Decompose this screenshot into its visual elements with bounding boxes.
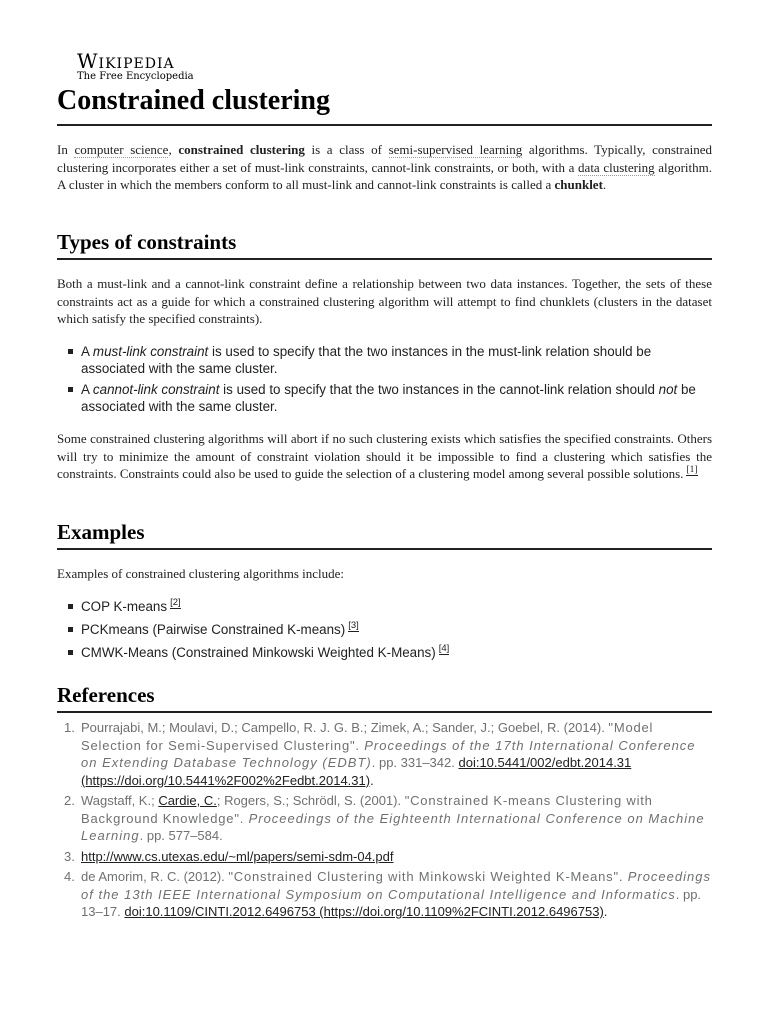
list-item: COP K-means [2] bbox=[57, 598, 712, 615]
wikipedia-logo[interactable] bbox=[77, 50, 194, 83]
list-item: A cannot-link constraint is used to specify that the two instances in the cannot-link relation should not be associated with the same cluster. bbox=[57, 381, 712, 415]
bullet-icon bbox=[68, 627, 73, 632]
list-item: A must-link constraint is used to specify that the two instances in the must-link relation should be associated with the same cluster. bbox=[57, 343, 712, 377]
section-heading-examples: Examples bbox=[57, 520, 712, 550]
link-computer-science[interactable]: computer science bbox=[74, 142, 169, 157]
bullet-icon bbox=[68, 387, 73, 392]
types-paragraph-1: Both a must-link and a cannot-link constraint define a relationship between two data instances. Together, the sets of these constraints act as a guide for which a constrained clustering algorithm will attempt to find chunklets (clusters in the dataset which satisfy the specified constraints). bbox=[57, 276, 712, 326]
term-cannot-link: cannot-link constraint bbox=[92, 382, 220, 397]
examples-intro: Examples of constrained clustering algorithms include: bbox=[57, 566, 345, 581]
logo-tagline: The Free Encyclopedia bbox=[77, 71, 194, 82]
citation-4[interactable]: [4] bbox=[438, 643, 450, 654]
link-semi-supervised-learning[interactable]: semi-supervised learning bbox=[388, 142, 523, 157]
constraint-list bbox=[57, 343, 712, 419]
pdf-url-link[interactable]: http://www.cs.utexas.edu/~ml/papers/semi-sdm-04.pdf bbox=[81, 848, 394, 864]
reference-item-2: 2. Wagstaff, K.; Cardie, C.; Rogers, S.; Schrödl, S. (2001). "Constrained K-means Clustering with Background Knowledge". Proceedings of the Eighteenth International Conference on Machine Learning. pp. 577–584. bbox=[64, 793, 705, 843]
bullet-icon bbox=[68, 650, 73, 655]
term-constrained-clustering: constrained clustering bbox=[178, 142, 305, 157]
citation-3[interactable]: [3] bbox=[348, 620, 359, 631]
types-paragraph-2: Some constrained clustering algorithms will abort if no such clustering exists which satisfies the specified constraints. Others will try to minimize the amount of constraint violation should it be impossible to find a clustering which satisfies the constraints. Constraints could also be used to guide the selection of a clustering model among several possible solutions. [1] bbox=[57, 431, 712, 481]
reference-item-1: 1. Pourrajabi, M.; Moulavi, D.; Campello, R. J. G. B.; Zimek, A.; Sander, J.; Goebel, R. (2014). "Model Selection for Semi-Supervised Clustering". Proceedings of the 17th International Conference on Extending Database Technology (EDBT). pp. 331–342. doi:10.5441/002/edbt.2014.31 (https://doi.org/10.5441%2F002%2Fedbt.2014.31). bbox=[64, 720, 696, 788]
references-list bbox=[57, 719, 712, 924]
doi-link[interactable]: doi bbox=[458, 755, 476, 770]
bullet-icon bbox=[68, 604, 73, 609]
doi-url-link[interactable]: :10.5441/002/edbt.2014.31 (https://doi.org/10.5441%2F002%2Fedbt.2014.31) bbox=[81, 755, 632, 788]
reference-item-4: 4. de Amorim, R. C. (2012). "Constrained Clustering with Minkowski Weighted K-Means". Proceedings of the 13th IEEE International Symposium on Computational Intelligence and Informatics. pp. 13–17. doi:10.1109/CINTI.2012.6496753 (https://doi.org/10.1109%2FCINTI.2012.6496753). bbox=[64, 869, 711, 919]
page-title: Constrained clustering bbox=[57, 84, 712, 126]
reference-item-3: 3. http://www.cs.utexas.edu/~ml/papers/semi-sdm-04.pdf bbox=[64, 848, 394, 864]
list-item: PCKmeans (Pairwise Constrained K-means) [3] bbox=[57, 621, 712, 638]
section-heading-references: References bbox=[57, 683, 712, 713]
logo-wordmark: Wikipedia bbox=[77, 49, 175, 73]
examples-list bbox=[57, 598, 712, 665]
doi-link[interactable]: doi bbox=[124, 904, 142, 919]
bullet-icon bbox=[68, 349, 73, 354]
section-heading-types: Types of constraints bbox=[57, 230, 712, 260]
term-must-link: must-link constraint bbox=[92, 344, 209, 359]
doi-url-link[interactable]: :10.1109/CINTI.2012.6496753 (https://doi.org/10.1109%2FCINTI.2012.6496753) bbox=[141, 904, 604, 919]
intro-paragraph: In computer science, constrained clustering is a class of semi-supervised learning algorithms. Typically, constrained clustering incorporates either a set of must-link constraints, cannot-link constraints, or both, with a data clustering algorithm. A cluster in which the members conform to all must-link and cannot-link constraints is called a chunklet. bbox=[57, 142, 713, 192]
author-link-cardie[interactable]: Cardie, C. bbox=[158, 793, 217, 808]
list-item: CMWK-Means (Constrained Minkowski Weighted K-Means) [4] bbox=[57, 644, 712, 661]
citation-1[interactable]: [1] bbox=[686, 465, 698, 475]
citation-2[interactable]: [2] bbox=[170, 597, 181, 608]
term-chunklet: chunklet bbox=[554, 177, 603, 192]
link-data-clustering[interactable]: data clustering bbox=[578, 159, 655, 175]
